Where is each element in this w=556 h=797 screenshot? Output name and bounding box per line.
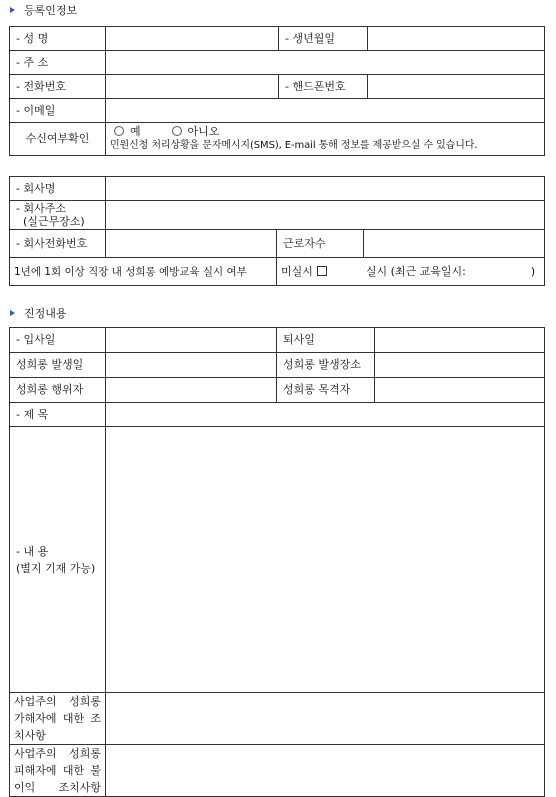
company-address-field[interactable] <box>106 201 545 230</box>
complaint-section-title: 진정내용 <box>10 305 67 321</box>
employer-action-offender-field[interactable] <box>106 693 545 745</box>
birth-label: - 생년월일 <box>279 27 368 51</box>
consent-cell <box>106 123 545 156</box>
company-name-field[interactable] <box>106 177 545 201</box>
leave-date-label: 퇴사일 <box>277 328 375 353</box>
triangle-bullet-icon <box>10 310 15 316</box>
incident-date-label: 성희롱 발생일 <box>10 353 106 378</box>
complaint-table <box>9 327 545 797</box>
employer-action-victim-label: 사업주의 성희롱 피해자에 대한 불이익 조치사항 <box>10 745 106 797</box>
consent-yes-option[interactable]: 예 <box>114 125 168 139</box>
join-date-field[interactable] <box>106 328 277 353</box>
address-label: - 주 소 <box>10 51 106 75</box>
radio-circle-icon[interactable] <box>114 126 124 136</box>
leave-date-field[interactable] <box>375 328 545 353</box>
company-address-label: - 회사주소 (실근무장소) <box>10 201 106 230</box>
phone-field[interactable] <box>106 75 279 99</box>
offender-field[interactable] <box>106 378 277 403</box>
done-label: 실시 (최근 교육일시: <box>365 264 466 278</box>
triangle-bullet-icon <box>10 7 15 13</box>
subject-label: - 제 목 <box>10 403 106 427</box>
training-question: 1년에 1회 이상 직장 내 성희롱 예방교육 실시 여부 <box>10 258 277 286</box>
subject-field[interactable] <box>106 403 545 427</box>
mobile-label: - 핸드폰번호 <box>279 75 368 99</box>
incident-place-label: 성희롱 발생장소 <box>277 353 375 378</box>
address-field[interactable] <box>106 51 545 75</box>
offender-label: 성희롱 행위자 <box>10 378 106 403</box>
name-field[interactable] <box>106 27 279 51</box>
training-answer-cell <box>277 258 545 286</box>
company-name-label: - 회사명 <box>10 177 106 201</box>
company-table <box>9 176 545 286</box>
witness-label: 성희롱 목격자 <box>277 378 375 403</box>
radio-circle-icon[interactable] <box>172 126 182 136</box>
join-date-label: - 입사일 <box>10 328 106 353</box>
birth-field[interactable] <box>368 27 545 51</box>
mobile-field[interactable] <box>368 75 545 99</box>
done-close: ) <box>530 264 536 278</box>
consent-notice: 민원신청 처리상황을 문자메시지(SMS), E-mail 통해 정보를 제공받으실 수 있습니다. <box>110 140 478 151</box>
consent-label: 수신여부확인 <box>10 123 106 156</box>
workers-label: 근로자수 <box>277 230 364 258</box>
incident-place-field[interactable] <box>375 353 545 378</box>
registrant-table <box>9 26 545 156</box>
incident-date-field[interactable] <box>106 353 277 378</box>
name-label: - 성 명 <box>10 27 106 51</box>
email-label: - 이메일 <box>10 99 106 123</box>
employer-action-victim-field[interactable] <box>106 745 545 797</box>
not-done-option[interactable]: 미실시 <box>281 265 327 278</box>
consent-no-option[interactable]: 아니오 <box>172 125 220 139</box>
witness-field[interactable] <box>375 378 545 403</box>
email-field[interactable] <box>106 99 545 123</box>
content-label: - 내 용 (별지 기재 가능) <box>10 427 106 693</box>
company-phone-label: - 회사전화번호 <box>10 230 106 258</box>
workers-field[interactable] <box>364 230 545 258</box>
phone-label: - 전화번호 <box>10 75 106 99</box>
company-phone-field[interactable] <box>106 230 277 258</box>
registrant-section-title: 등록인정보 <box>10 2 77 18</box>
employer-action-offender-label: 사업주의 성희롱 가해자에 대한 조치사항 <box>10 693 106 745</box>
content-field[interactable] <box>106 427 545 693</box>
checkbox-icon[interactable] <box>317 266 327 276</box>
